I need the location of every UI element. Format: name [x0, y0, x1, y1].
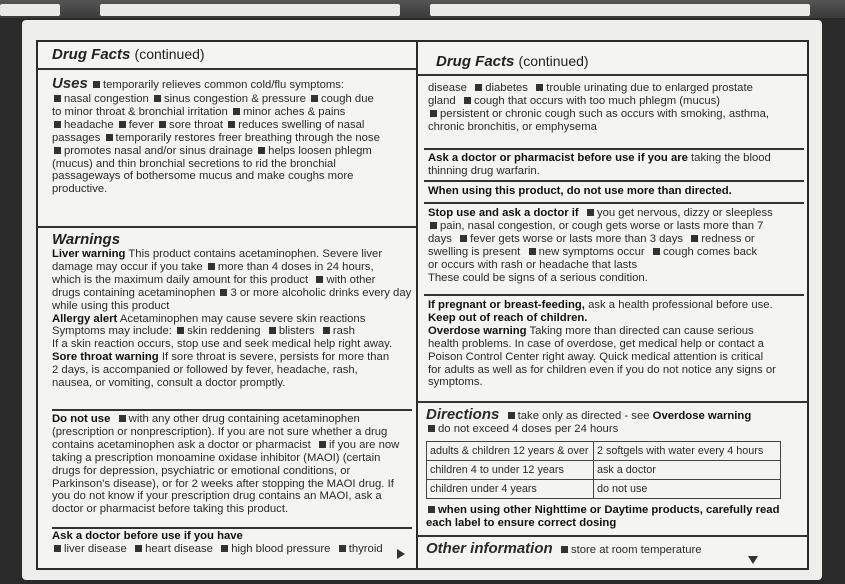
overdose-text: health problems. In case of overdose, get medical help or contact a [428, 337, 764, 350]
ask-pharmacist-section [428, 152, 798, 178]
uses-item: fever [128, 118, 154, 131]
liver-warning-text: which is the maximum daily amount for this product with other [52, 273, 376, 286]
overdose-text: Poison Control Center right away. Quick medical attention is critical [428, 350, 764, 363]
sore-throat-text: If sore throat is severe, persists for more than [161, 351, 390, 364]
uses-item: nasal congestion [64, 93, 149, 105]
stop-use-section [428, 207, 798, 284]
table-row [427, 441, 781, 460]
do-not-use-text: contains acetaminophen ask a doctor or pharmacist if you are now [52, 438, 400, 451]
liver-warning-text: This product contains acetaminophen. Severe liver [128, 248, 383, 260]
other-info-text: store at room temperature [570, 544, 702, 556]
ask-doctor-section [52, 530, 412, 556]
ask-pharmacist-label: Ask a doctor or pharmacist before use if you are [428, 152, 688, 164]
do-not-use-text: (prescription or nonprescription). If you are not sure whether a drug [52, 425, 388, 438]
package-flap [100, 4, 400, 16]
sore-throat-label: Sore throat warning [52, 351, 159, 364]
directions-item: take only as directed - see [517, 410, 650, 422]
uses-heading: Uses [52, 75, 88, 92]
pregnancy-label: If pregnant or breast-feeding, [428, 299, 585, 311]
table-cell: children 4 to under 12 years [427, 460, 594, 479]
keep-out-text: Keep out of reach of children. [428, 311, 588, 324]
other-info-heading: Other information [426, 540, 553, 557]
warnings-section [52, 231, 412, 390]
condition-item: gland [428, 94, 456, 107]
ask-doctor-item: liver disease [64, 542, 127, 555]
table-cell: children under 4 years [427, 479, 594, 498]
ask-doctor-item: high blood pressure [231, 542, 331, 555]
package-flap [0, 4, 60, 16]
stop-use-item: or occurs with rash or headache that lasts [428, 258, 638, 271]
directions-heading: Directions [426, 406, 500, 423]
do-not-use-text: drugs for depression, psychiatric or emotional conditions, or [52, 464, 351, 477]
dosage-table [426, 441, 781, 499]
uses-item: sinus congestion & pressure [163, 93, 306, 105]
section-rule [424, 202, 804, 204]
stop-use-item: swelling is present [428, 245, 521, 258]
overdose-text: symptoms. [428, 376, 483, 389]
title-rule [38, 68, 416, 70]
title-rule [418, 74, 808, 76]
when-using-section [428, 185, 798, 198]
package-flap [430, 4, 810, 16]
allergy-item: rash [332, 325, 355, 338]
stop-use-item: pain, nasal congestion, or cough gets worse or lasts more than 7 [440, 219, 764, 232]
directions-item: do not exceed 4 doses per 24 hours [438, 423, 619, 435]
stop-use-item: redness or [701, 232, 755, 245]
sore-throat-text: 2 days, is accompanied or followed by fever, headache, rash, [52, 364, 358, 377]
allergy-alert-label: Allergy alert [52, 312, 118, 325]
liver-warning-text: drugs containing acetaminophen [52, 286, 216, 299]
drug-facts-title: Drug Facts [52, 46, 131, 63]
do-not-use-text: taking a prescription monoamine oxidase inhibitor (MAOI) (certain [52, 451, 381, 464]
liver-warning-text: damage may occur if you take [52, 260, 203, 273]
ask-pharmacist-text: taking the blood [691, 152, 771, 164]
uses-item: headache [64, 118, 114, 131]
table-row [427, 479, 781, 498]
allergy-item: skin reddening [187, 325, 261, 338]
stop-use-item: you get nervous, dizzy or sleepless [596, 207, 773, 219]
stop-use-item: fever gets worse or lasts more than 3 days [470, 232, 684, 245]
right-title [436, 52, 796, 71]
stop-use-item: new symptoms occur [538, 245, 645, 258]
drug-facts-title: Drug Facts [436, 53, 515, 70]
stop-use-item: days [428, 232, 452, 245]
section-rule [418, 401, 808, 403]
uses-item: temporarily restores freer breathing through the nose [115, 131, 380, 144]
directions-ref: Overdose warning [652, 410, 752, 422]
allergy-tail: If a skin reaction occurs, stop use and seek medical help right away. [52, 338, 393, 351]
uses-item: passageways of bothersome mucus and make coughs more [52, 170, 354, 183]
section-rule [418, 535, 808, 537]
section-rule [424, 180, 804, 182]
ask-pharmacist-text: thinning drug warfarin. [428, 164, 540, 177]
liver-warning-text: while using this product [52, 299, 170, 312]
section-rule [52, 527, 412, 529]
section-rule [52, 409, 412, 411]
uses-item: productive. [52, 183, 108, 196]
ask-doctor-item: thyroid [348, 542, 383, 555]
table-cell: ask a doctor [594, 460, 781, 479]
liver-warning-label: Liver warning [52, 248, 126, 260]
ask-doctor-label: Ask a doctor before use if you have [52, 530, 243, 542]
condition-item: cough that occurs with too much phlegm (mucus) [473, 94, 721, 107]
liver-warning-bullet: more than 4 doses in 24 hours, [217, 260, 374, 273]
overdose-label: Overdose warning [428, 324, 527, 337]
continued-label: (continued) [518, 53, 589, 69]
ask-doctor-item: heart disease [145, 542, 213, 555]
uses-item: passages [52, 131, 101, 144]
directions-section [426, 406, 801, 530]
table-row [427, 460, 781, 479]
section-rule [38, 226, 416, 228]
condition-item: disease [428, 82, 467, 94]
uses-item: minor aches & pains [242, 105, 346, 118]
table-cell: 2 softgels with water every 4 hours [594, 441, 781, 460]
stop-use-item: cough comes back [662, 245, 758, 258]
do-not-use-text: with any other drug containing acetaminophen [128, 413, 360, 425]
allergy-item: blisters [278, 325, 315, 338]
package-top-edge [0, 0, 845, 18]
uses-item: promotes nasal and/or sinus drainage [64, 144, 254, 157]
allergy-alert-text: Acetaminophen may cause severe skin reactions [119, 312, 366, 325]
table-cell: adults & children 12 years & over [427, 441, 594, 460]
section-rule [424, 148, 804, 150]
condition-item: persistent or chronic cough such as occurs with smoking, asthma, [440, 107, 770, 120]
sore-throat-text: nausea, or vomiting, consult a doctor promptly. [52, 377, 286, 390]
uses-item: cough due [321, 93, 374, 105]
section-rule [424, 294, 804, 296]
do-not-use-label: Do not use [52, 413, 111, 425]
ask-doctor-continued [428, 82, 798, 134]
other-info-section [426, 540, 801, 557]
do-not-use-text: you do not know if your prescription drug contains an MAOI, ask a [52, 490, 382, 503]
uses-line: temporarily relieves common cold/flu symptoms: [103, 79, 345, 91]
uses-section [52, 75, 412, 196]
liver-warning-bullet: 3 or more alcoholic drinks every day [230, 286, 412, 299]
uses-item: (mucus) and thin bronchial secretions to rid the bronchial [52, 157, 336, 170]
when-using-text: When using this product, do not use more than directed. [428, 185, 732, 197]
overdose-text: for adults as well as for children even if you do not notice any signs or [428, 363, 776, 376]
stop-use-tail: These could be signs of a serious condition. [428, 271, 648, 284]
condition-item: diabetes [485, 82, 528, 94]
pregnancy-text: ask a health professional before use. [588, 299, 773, 311]
symptoms-text: Symptoms may include: [52, 325, 172, 338]
overdose-text: Taking more than directed can cause serious [529, 324, 754, 337]
left-title [52, 45, 412, 64]
uses-item: helps loosen phlegm [268, 144, 372, 157]
continue-arrow-icon [397, 549, 405, 559]
directions-note: each label to ensure correct dosing [426, 516, 617, 529]
do-not-use-text: doctor or pharmacist before taking this product. [52, 503, 289, 516]
pregnancy-section [428, 299, 798, 389]
condition-item: trouble urinating due to enlarged prostate [546, 82, 753, 94]
warnings-heading: Warnings [52, 231, 121, 248]
directions-note: when using other Nighttime or Daytime products, carefully read [438, 503, 780, 516]
table-cell: do not use [594, 479, 781, 498]
condition-item: chronic bronchitis, or emphysema [428, 120, 597, 133]
do-not-use-text: Parkinson's disease), or for 2 weeks after stopping the MAOI drug. If [52, 477, 394, 490]
do-not-use-section [52, 413, 412, 516]
continue-arrow-icon [748, 556, 758, 564]
uses-item: to minor throat & bronchial irritation [52, 105, 228, 118]
continued-label: (continued) [134, 46, 205, 62]
uses-item: reduces swelling of nasal [238, 118, 365, 131]
column-divider [416, 40, 418, 570]
stop-use-label: Stop use and ask a doctor if [428, 207, 579, 219]
uses-item: sore throat [169, 118, 224, 131]
